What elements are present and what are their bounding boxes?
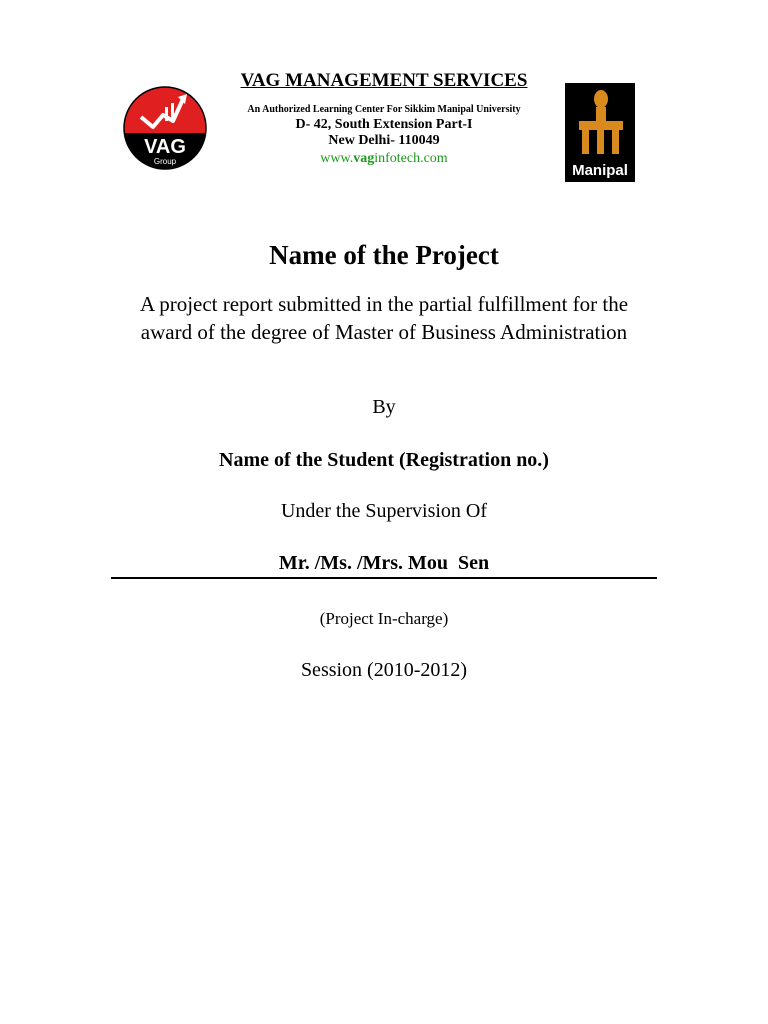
manipal-mark-icon <box>565 83 635 161</box>
vag-group-logo <box>123 85 207 171</box>
vag-logo-subtext: Group <box>153 157 177 166</box>
address-line-2: New Delhi- 110049 <box>328 133 440 148</box>
organization-tagline: An Authorized Learning Center For Sikkim Manipal University <box>247 104 521 115</box>
address-line-1: D- 42, South Extension Part-I <box>295 117 473 132</box>
divider-line <box>111 577 657 579</box>
manipal-logo <box>565 83 635 182</box>
website-bold: vag <box>353 151 375 166</box>
by-label: By <box>372 396 396 418</box>
vag-logo-text: VAG <box>144 136 186 158</box>
website-suffix: infotech.com <box>374 151 448 166</box>
website-link[interactable] <box>0 151 768 167</box>
project-title: Name of the Project <box>269 240 499 270</box>
supervisor-name: Mr. /Ms. /Mrs. Mou Sen <box>278 552 490 574</box>
student-name: Name of the Student (Registration no.) <box>219 449 549 471</box>
manipal-logo-text: Manipal <box>572 162 628 179</box>
project-subtitle <box>100 290 668 346</box>
subtitle-line-2: award of the degree of Master of Business Administration <box>140 320 628 344</box>
session-label: Session (2010-2012) <box>300 659 468 681</box>
subtitle-line-1: A project report submitted in the partial fulfillment for the <box>139 292 629 316</box>
website-prefix: www. <box>320 151 354 166</box>
organization-name: VAG MANAGEMENT SERVICES <box>240 70 528 91</box>
project-incharge-label: (Project In-charge) <box>319 609 449 628</box>
supervision-label: Under the Supervision Of <box>280 500 488 522</box>
